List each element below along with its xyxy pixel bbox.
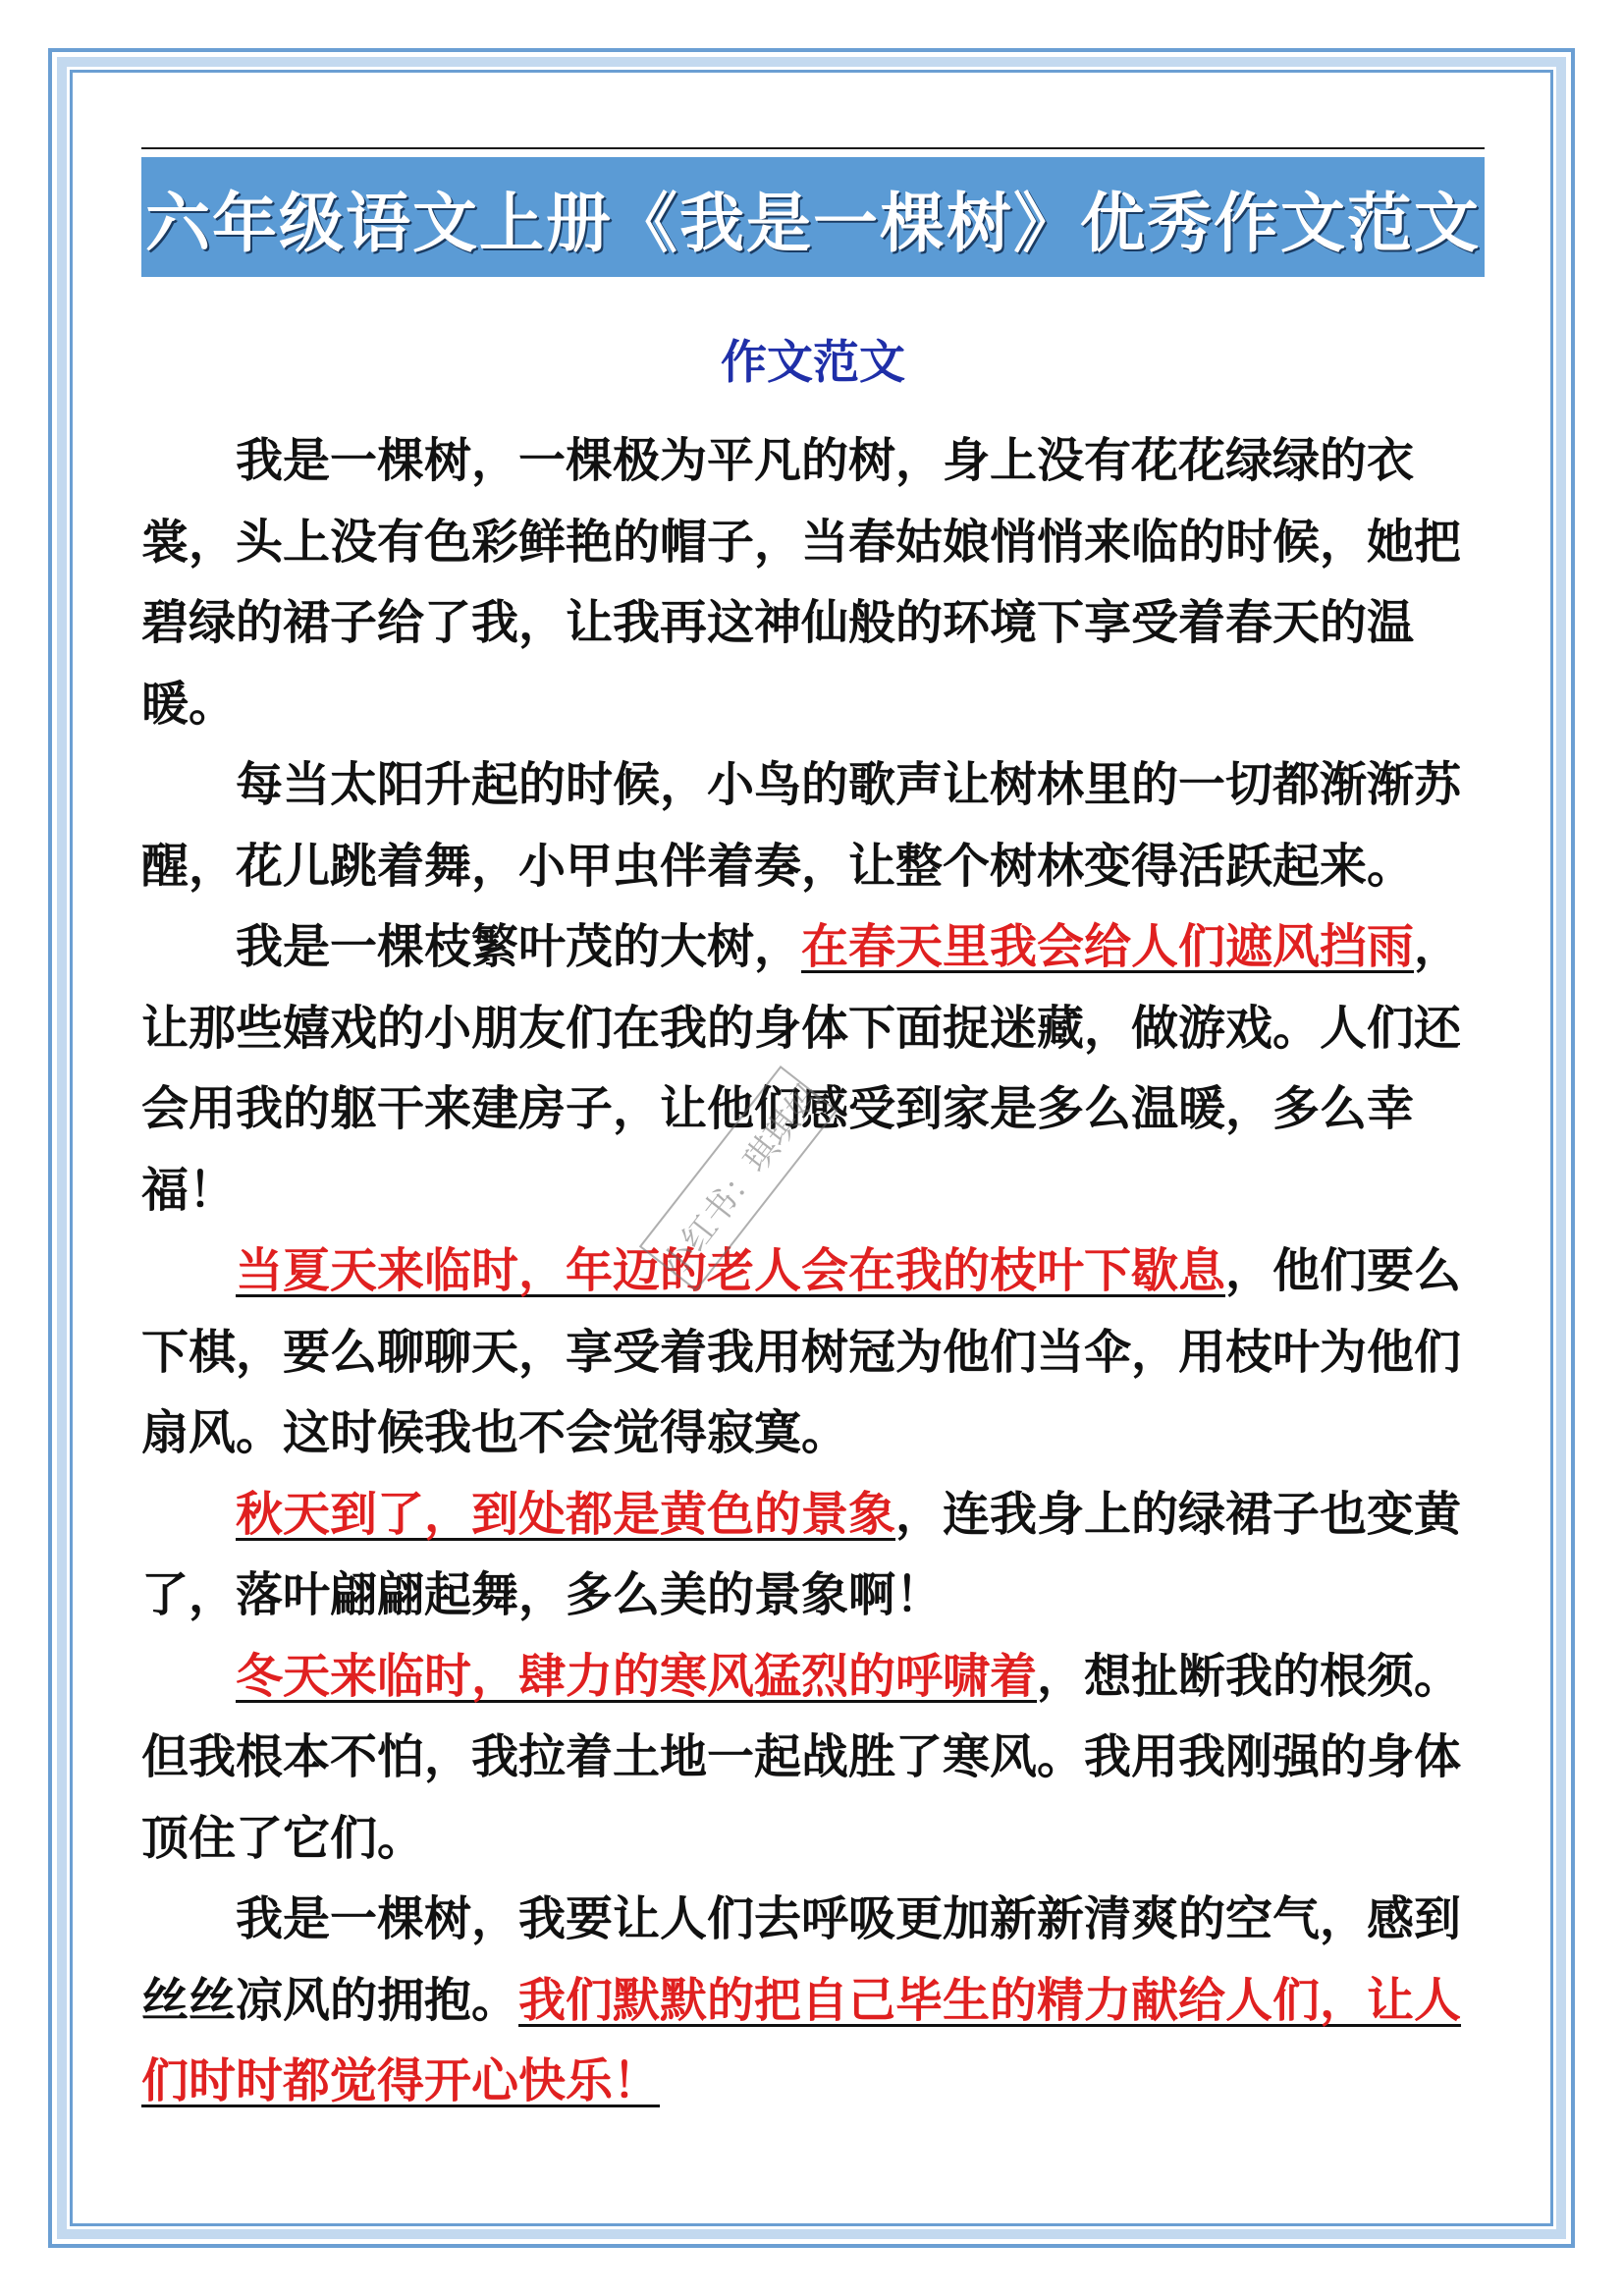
essay-paragraph [141, 420, 1485, 744]
essay-body [141, 420, 1485, 2122]
page-title: 六年级语文上册《我是一棵树》优秀作文范文 [145, 185, 1481, 261]
highlighted-sentence: 在春天里我会给人们遮风挡雨 [801, 919, 1415, 974]
paragraph-text: ，他们要么下棋，要么聊聊天，享受着我用树冠为他们当伞，用枝叶为他们扇风。这时候我也不会觉得寂寞。 [141, 1243, 1462, 1460]
highlighted-sentence: 冬天来临时，肆力的寒风猛烈的呼啸着 [236, 1648, 1038, 1704]
essay-paragraph [141, 1230, 1485, 1474]
title-banner [141, 157, 1485, 277]
paragraph-text: 我是一棵枝繁叶茂的大树， [236, 919, 802, 974]
paragraph-text: 我是一棵树，我要让人们去呼吸更加新新清爽的空气，感到丝丝凉风的拥抱。 [141, 1891, 1462, 2028]
highlighted-sentence: 当夏天来临时，年迈的老人会在我的枝叶下歇息 [236, 1243, 1226, 1298]
essay-paragraph [141, 1879, 1485, 2122]
essay-paragraph [141, 744, 1485, 906]
paragraph-text: 每当太阳升起的时候，小鸟的歌声让树林里的一切都渐渐苏醒，花儿跳着舞，小甲虫伴着奏，让整个树林变得活跃起来。 [141, 757, 1462, 894]
title-rule [141, 147, 1485, 149]
watermark-text: 小红书：琪琪妈 [653, 1076, 829, 1285]
highlighted-sentence: 秋天到了，到处都是黄色的景象 [236, 1486, 896, 1542]
highlighted-sentence: 我们默默的把自己毕生的精力献给人们，让人们时时都觉得开心快乐！ [141, 1972, 1462, 2108]
essay-paragraph [141, 906, 1485, 1230]
paragraph-text: ，连我身上的绿裙子也变黄了，落叶翩翩起舞，多么美的景象啊！ [141, 1486, 1462, 1622]
essay-paragraph [141, 1636, 1485, 1880]
section-subtitle: 作文范文 [721, 336, 905, 390]
paragraph-text: ，让那些嬉戏的小朋友们在我的身体下面捉迷藏，做游戏。人们还会用我的躯干来建房子，让他们感受到家是多么温暖，多么幸福！ [141, 919, 1462, 1218]
paragraph-text: ，想扯断我的根须。但我根本不怕，我拉着土地一起战胜了寒风。我用我刚强的身体顶住了它们。 [141, 1648, 1462, 1866]
essay-paragraph [141, 1474, 1485, 1636]
paragraph-text: 我是一棵树，一棵极为平凡的树，身上没有花花绿绿的衣裳，头上没有色彩鲜艳的帽子，当春姑娘悄悄来临的时候，她把碧绿的裙子给了我，让我再这神仙般的环境下享受着春天的温暖。 [141, 433, 1462, 732]
